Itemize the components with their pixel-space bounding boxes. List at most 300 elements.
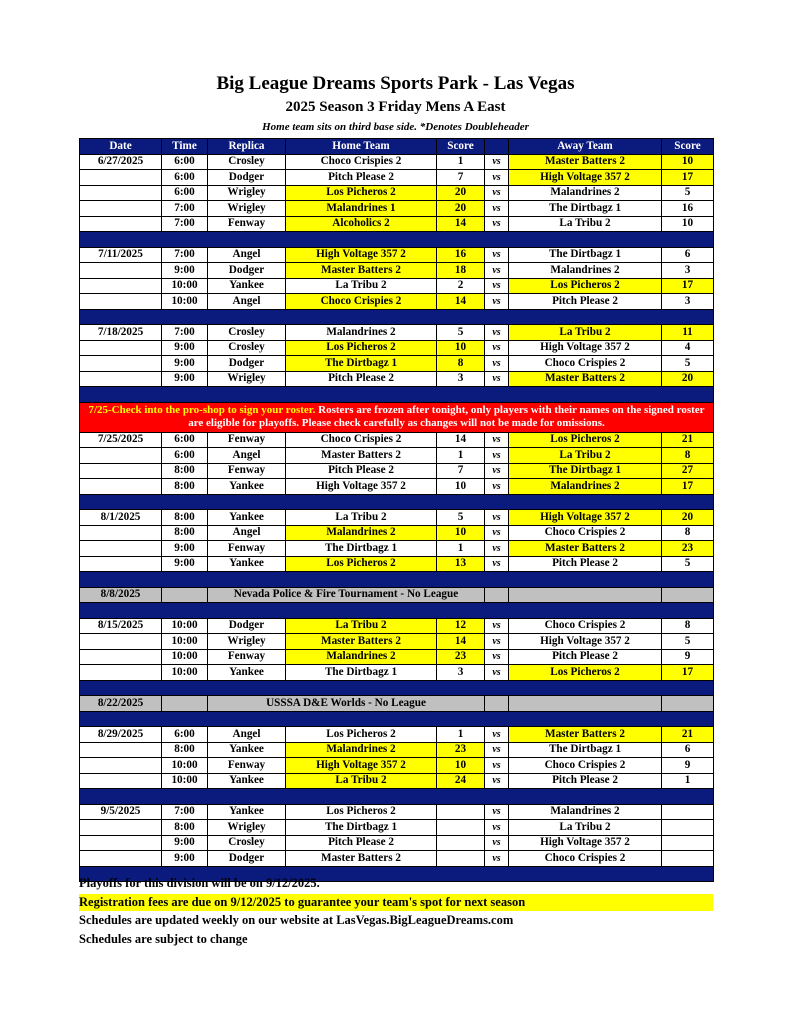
away-score-cell: 23 (662, 541, 714, 557)
website-note: Schedules are updated weekly on our website at LasVegas.BigLeagueDreams.com (79, 913, 514, 927)
home-team-cell: La Tribu 2 (286, 618, 437, 634)
away-team-cell: Master Batters 2 (509, 371, 662, 387)
time-cell: 10:00 (162, 758, 208, 774)
away-score-cell: 4 (662, 340, 714, 356)
field-cell: Wrigley (208, 634, 286, 650)
date-cell: 7/11/2025 (80, 247, 162, 263)
separator-cell (80, 387, 714, 403)
home-score-cell: 18 (437, 263, 485, 279)
date-cell: 8/29/2025 (80, 727, 162, 743)
time-cell: 7:00 (162, 804, 208, 820)
home-team-cell: Master Batters 2 (286, 634, 437, 650)
schedule-table (79, 138, 714, 882)
away-team-cell: Pitch Please 2 (509, 649, 662, 665)
home-team-cell: The Dirtbagz 1 (286, 541, 437, 557)
home-team-cell: Pitch Please 2 (286, 170, 437, 186)
roster-notice (80, 402, 714, 432)
time-cell: 6:00 (162, 448, 208, 464)
field-cell: Dodger (208, 263, 286, 279)
game-row (80, 525, 714, 541)
date-cell (80, 773, 162, 789)
time-cell: 10:00 (162, 618, 208, 634)
table-header-row (80, 139, 714, 155)
away-team-cell: The Dirtbagz 1 (509, 742, 662, 758)
page-subtitle: 2025 Season 3 Friday Mens A East (285, 99, 506, 115)
game-row (80, 216, 714, 232)
roster-notice-row (80, 402, 714, 432)
away-score-cell (662, 851, 714, 867)
event-label: USSSA D&E Worlds - No League (208, 696, 485, 712)
date-cell: 7/18/2025 (80, 325, 162, 341)
vs-cell: vs (485, 525, 509, 541)
vs-cell: vs (485, 356, 509, 372)
date-cell: 8/15/2025 (80, 618, 162, 634)
away-team-cell: Malandrines 2 (509, 185, 662, 201)
game-row (80, 634, 714, 650)
time-cell: 8:00 (162, 479, 208, 495)
home-score-cell (437, 851, 485, 867)
away-score-cell (662, 820, 714, 836)
time-cell: 7:00 (162, 201, 208, 217)
vs-cell (485, 696, 509, 712)
home-team-cell: The Dirtbagz 1 (286, 356, 437, 372)
field-cell: Angel (208, 294, 286, 310)
col-header-date: Date (80, 139, 162, 155)
date-cell (80, 541, 162, 557)
col-header-away-team: Away Team (509, 139, 662, 155)
home-score-cell: 16 (437, 247, 485, 263)
home-team-cell: High Voltage 357 2 (286, 758, 437, 774)
separator-cell (80, 711, 714, 727)
vs-cell: vs (485, 649, 509, 665)
field-cell: Dodger (208, 170, 286, 186)
date-cell (80, 278, 162, 294)
home-score-cell (437, 835, 485, 851)
separator-cell (80, 232, 714, 248)
away-team-cell: Choco Crispies 2 (509, 758, 662, 774)
time-cell: 8:00 (162, 525, 208, 541)
away-team-cell: The Dirtbagz 1 (509, 463, 662, 479)
vs-cell: vs (485, 247, 509, 263)
home-score-cell: 14 (437, 432, 485, 448)
vs-cell: vs (485, 294, 509, 310)
away-score-cell: 17 (662, 278, 714, 294)
event-label: Nevada Police & Fire Tournament - No League (208, 587, 485, 603)
vs-cell: vs (485, 201, 509, 217)
field-cell: Angel (208, 727, 286, 743)
seating-note: Home team sits on third base side. *Denotes Doubleheader (262, 121, 529, 133)
time-cell (162, 696, 208, 712)
away-score-cell: 10 (662, 154, 714, 170)
col-header-vs (485, 139, 509, 155)
col-header-away-score: Score (662, 139, 714, 155)
vs-cell: vs (485, 154, 509, 170)
date-cell: 8/8/2025 (80, 587, 162, 603)
home-team-cell: Malandrines 2 (286, 649, 437, 665)
page-title: Big League Dreams Sports Park - Las Vegas (216, 73, 575, 94)
separator-cell (80, 572, 714, 588)
away-team-cell: Choco Crispies 2 (509, 851, 662, 867)
home-team-cell: La Tribu 2 (286, 510, 437, 526)
home-team-cell: Pitch Please 2 (286, 371, 437, 387)
home-team-cell: Choco Crispies 2 (286, 294, 437, 310)
home-team-cell: Pitch Please 2 (286, 463, 437, 479)
game-row (80, 278, 714, 294)
away-team-cell: Los Picheros 2 (509, 665, 662, 681)
game-row (80, 541, 714, 557)
home-team-cell: Alcoholics 2 (286, 216, 437, 232)
vs-cell: vs (485, 371, 509, 387)
game-row (80, 727, 714, 743)
home-score-cell: 14 (437, 216, 485, 232)
vs-cell: vs (485, 835, 509, 851)
field-cell: Crosley (208, 835, 286, 851)
field-cell: Dodger (208, 356, 286, 372)
time-cell: 6:00 (162, 727, 208, 743)
roster-notice-text: Rosters are frozen after tonight, only players with their names on the signed roster are eligible for playoffs. Please check carefully as changes will not be made for omissions. (188, 403, 705, 429)
date-cell (80, 851, 162, 867)
vs-cell (485, 587, 509, 603)
home-score-cell: 8 (437, 356, 485, 372)
date-cell (80, 201, 162, 217)
time-cell: 10:00 (162, 665, 208, 681)
home-score-cell: 1 (437, 727, 485, 743)
away-score-cell (662, 587, 714, 603)
game-row (80, 356, 714, 372)
away-score-cell: 5 (662, 556, 714, 572)
field-cell: Angel (208, 448, 286, 464)
time-cell: 9:00 (162, 356, 208, 372)
playoffs-note: Playoffs for this division will be on 9/12/2025. (79, 876, 320, 890)
away-score-cell: 6 (662, 742, 714, 758)
home-score-cell: 1 (437, 154, 485, 170)
vs-cell: vs (485, 185, 509, 201)
week-separator-row (80, 494, 714, 510)
game-row (80, 851, 714, 867)
field-cell: Fenway (208, 463, 286, 479)
home-score-cell: 10 (437, 479, 485, 495)
game-row (80, 556, 714, 572)
date-cell (80, 479, 162, 495)
date-cell (80, 742, 162, 758)
away-team-cell: Malandrines 2 (509, 479, 662, 495)
date-cell (80, 463, 162, 479)
home-team-cell: Los Picheros 2 (286, 804, 437, 820)
game-row (80, 294, 714, 310)
vs-cell: vs (485, 618, 509, 634)
away-team-cell: High Voltage 357 2 (509, 510, 662, 526)
vs-cell: vs (485, 479, 509, 495)
away-team-cell: Choco Crispies 2 (509, 356, 662, 372)
separator-cell (80, 309, 714, 325)
vs-cell: vs (485, 556, 509, 572)
field-cell: Fenway (208, 541, 286, 557)
away-score-cell: 5 (662, 356, 714, 372)
away-score-cell: 17 (662, 665, 714, 681)
away-score-cell: 8 (662, 525, 714, 541)
away-score-cell (662, 804, 714, 820)
field-cell: Yankee (208, 278, 286, 294)
vs-cell: vs (485, 820, 509, 836)
vs-cell: vs (485, 340, 509, 356)
home-team-cell: The Dirtbagz 1 (286, 665, 437, 681)
home-team-cell: La Tribu 2 (286, 278, 437, 294)
away-score-cell: 3 (662, 294, 714, 310)
away-score-cell: 21 (662, 727, 714, 743)
field-cell: Yankee (208, 665, 286, 681)
time-cell: 9:00 (162, 340, 208, 356)
time-cell: 10:00 (162, 634, 208, 650)
vs-cell: vs (485, 216, 509, 232)
home-score-cell: 24 (437, 773, 485, 789)
field-cell: Fenway (208, 432, 286, 448)
field-cell: Wrigley (208, 201, 286, 217)
week-separator-row (80, 603, 714, 619)
date-cell (80, 294, 162, 310)
home-team-cell: The Dirtbagz 1 (286, 820, 437, 836)
away-team-cell: Malandrines 2 (509, 804, 662, 820)
game-row (80, 170, 714, 186)
away-team-cell: The Dirtbagz 1 (509, 201, 662, 217)
away-score-cell: 10 (662, 216, 714, 232)
date-cell (80, 556, 162, 572)
time-cell: 9:00 (162, 263, 208, 279)
field-cell: Yankee (208, 510, 286, 526)
home-team-cell: Master Batters 2 (286, 851, 437, 867)
time-cell: 10:00 (162, 294, 208, 310)
date-cell: 8/22/2025 (80, 696, 162, 712)
away-team-cell: La Tribu 2 (509, 820, 662, 836)
time-cell: 7:00 (162, 247, 208, 263)
time-cell: 6:00 (162, 432, 208, 448)
field-cell: Crosley (208, 325, 286, 341)
game-row (80, 371, 714, 387)
field-cell: Crosley (208, 340, 286, 356)
home-score-cell: 3 (437, 665, 485, 681)
time-cell: 10:00 (162, 278, 208, 294)
away-score-cell: 3 (662, 263, 714, 279)
home-score-cell: 23 (437, 742, 485, 758)
week-separator-row (80, 232, 714, 248)
col-header-home-score: Score (437, 139, 485, 155)
col-header-time: Time (162, 139, 208, 155)
registration-note: Registration fees are due on 9/12/2025 to guarantee your team's spot for next season (79, 894, 713, 911)
home-team-cell: Choco Crispies 2 (286, 432, 437, 448)
away-score-cell: 20 (662, 371, 714, 387)
away-team-cell: Pitch Please 2 (509, 556, 662, 572)
separator-cell (80, 603, 714, 619)
home-team-cell: Los Picheros 2 (286, 340, 437, 356)
home-team-cell: High Voltage 357 2 (286, 247, 437, 263)
away-team-cell: Pitch Please 2 (509, 294, 662, 310)
separator-cell (80, 789, 714, 805)
date-cell (80, 649, 162, 665)
away-team-cell (509, 587, 662, 603)
date-cell: 9/5/2025 (80, 804, 162, 820)
vs-cell: vs (485, 541, 509, 557)
time-cell: 6:00 (162, 154, 208, 170)
vs-cell: vs (485, 851, 509, 867)
home-score-cell (437, 804, 485, 820)
vs-cell: vs (485, 278, 509, 294)
date-cell (80, 263, 162, 279)
away-score-cell: 17 (662, 170, 714, 186)
away-team-cell: High Voltage 357 2 (509, 634, 662, 650)
away-team-cell: Master Batters 2 (509, 541, 662, 557)
time-cell: 6:00 (162, 185, 208, 201)
home-score-cell: 7 (437, 463, 485, 479)
field-cell: Angel (208, 525, 286, 541)
field-cell: Yankee (208, 556, 286, 572)
game-row (80, 340, 714, 356)
game-row (80, 773, 714, 789)
home-team-cell: Malandrines 2 (286, 742, 437, 758)
date-cell: 8/1/2025 (80, 510, 162, 526)
field-cell: Fenway (208, 216, 286, 232)
home-score-cell: 10 (437, 758, 485, 774)
away-score-cell: 5 (662, 185, 714, 201)
week-separator-row (80, 711, 714, 727)
time-cell: 9:00 (162, 371, 208, 387)
vs-cell: vs (485, 773, 509, 789)
no-league-row (80, 587, 714, 603)
time-cell: 9:00 (162, 835, 208, 851)
time-cell: 7:00 (162, 325, 208, 341)
game-row (80, 154, 714, 170)
game-row (80, 432, 714, 448)
game-row (80, 649, 714, 665)
home-team-cell: Pitch Please 2 (286, 835, 437, 851)
game-row (80, 510, 714, 526)
away-team-cell: High Voltage 357 2 (509, 170, 662, 186)
game-row (80, 758, 714, 774)
home-score-cell: 5 (437, 325, 485, 341)
vs-cell: vs (485, 170, 509, 186)
field-cell: Yankee (208, 479, 286, 495)
game-row (80, 448, 714, 464)
time-cell: 9:00 (162, 556, 208, 572)
game-row (80, 618, 714, 634)
game-row (80, 479, 714, 495)
home-score-cell: 10 (437, 340, 485, 356)
away-score-cell: 9 (662, 649, 714, 665)
date-cell (80, 356, 162, 372)
home-score-cell: 10 (437, 525, 485, 541)
away-team-cell: Master Batters 2 (509, 727, 662, 743)
home-team-cell: Los Picheros 2 (286, 556, 437, 572)
away-team-cell: High Voltage 357 2 (509, 835, 662, 851)
game-row (80, 804, 714, 820)
away-team-cell (509, 696, 662, 712)
home-team-cell: Malandrines 1 (286, 201, 437, 217)
home-score-cell: 1 (437, 541, 485, 557)
field-cell: Wrigley (208, 820, 286, 836)
separator-cell (80, 680, 714, 696)
home-score-cell: 14 (437, 294, 485, 310)
away-score-cell: 21 (662, 432, 714, 448)
no-league-row (80, 696, 714, 712)
field-cell: Fenway (208, 758, 286, 774)
home-team-cell: High Voltage 357 2 (286, 479, 437, 495)
away-score-cell: 11 (662, 325, 714, 341)
subject-to-change-note: Schedules are subject to change (79, 932, 248, 946)
time-cell: 8:00 (162, 510, 208, 526)
away-score-cell (662, 696, 714, 712)
home-score-cell: 20 (437, 185, 485, 201)
date-cell (80, 758, 162, 774)
away-team-cell: Los Picheros 2 (509, 278, 662, 294)
away-score-cell: 6 (662, 247, 714, 263)
vs-cell: vs (485, 263, 509, 279)
time-cell: 7:00 (162, 216, 208, 232)
home-team-cell: Choco Crispies 2 (286, 154, 437, 170)
home-score-cell: 3 (437, 371, 485, 387)
away-score-cell: 27 (662, 463, 714, 479)
time-cell: 8:00 (162, 463, 208, 479)
vs-cell: vs (485, 727, 509, 743)
away-score-cell: 9 (662, 758, 714, 774)
home-score-cell: 20 (437, 201, 485, 217)
col-header-replica: Replica (208, 139, 286, 155)
home-score-cell: 1 (437, 448, 485, 464)
time-cell: 10:00 (162, 649, 208, 665)
field-cell: Crosley (208, 154, 286, 170)
home-team-cell: Master Batters 2 (286, 448, 437, 464)
away-team-cell: Pitch Please 2 (509, 773, 662, 789)
away-team-cell: Malandrines 2 (509, 263, 662, 279)
vs-cell: vs (485, 804, 509, 820)
date-cell (80, 448, 162, 464)
game-row (80, 247, 714, 263)
time-cell: 9:00 (162, 851, 208, 867)
home-score-cell (437, 820, 485, 836)
away-score-cell: 1 (662, 773, 714, 789)
field-cell: Dodger (208, 618, 286, 634)
roster-notice-lead: 7/25-Check into the pro-shop to sign your roster. (88, 403, 316, 416)
date-cell: 7/25/2025 (80, 432, 162, 448)
date-cell: 6/27/2025 (80, 154, 162, 170)
home-team-cell: Master Batters 2 (286, 263, 437, 279)
game-row (80, 201, 714, 217)
away-team-cell: La Tribu 2 (509, 216, 662, 232)
home-score-cell: 2 (437, 278, 485, 294)
home-score-cell: 5 (437, 510, 485, 526)
week-separator-row (80, 680, 714, 696)
away-score-cell: 20 (662, 510, 714, 526)
date-cell (80, 185, 162, 201)
week-separator-row (80, 572, 714, 588)
away-score-cell (662, 835, 714, 851)
time-cell: 10:00 (162, 773, 208, 789)
field-cell: Wrigley (208, 185, 286, 201)
date-cell (80, 170, 162, 186)
away-score-cell: 17 (662, 479, 714, 495)
time-cell: 6:00 (162, 170, 208, 186)
vs-cell: vs (485, 448, 509, 464)
time-cell: 9:00 (162, 541, 208, 557)
home-team-cell: Los Picheros 2 (286, 727, 437, 743)
away-score-cell: 16 (662, 201, 714, 217)
separator-cell (80, 494, 714, 510)
week-separator-row (80, 309, 714, 325)
field-cell: Yankee (208, 773, 286, 789)
away-team-cell: The Dirtbagz 1 (509, 247, 662, 263)
game-row (80, 263, 714, 279)
vs-cell: vs (485, 758, 509, 774)
game-row (80, 835, 714, 851)
home-team-cell: Los Picheros 2 (286, 185, 437, 201)
home-team-cell: Malandrines 2 (286, 525, 437, 541)
